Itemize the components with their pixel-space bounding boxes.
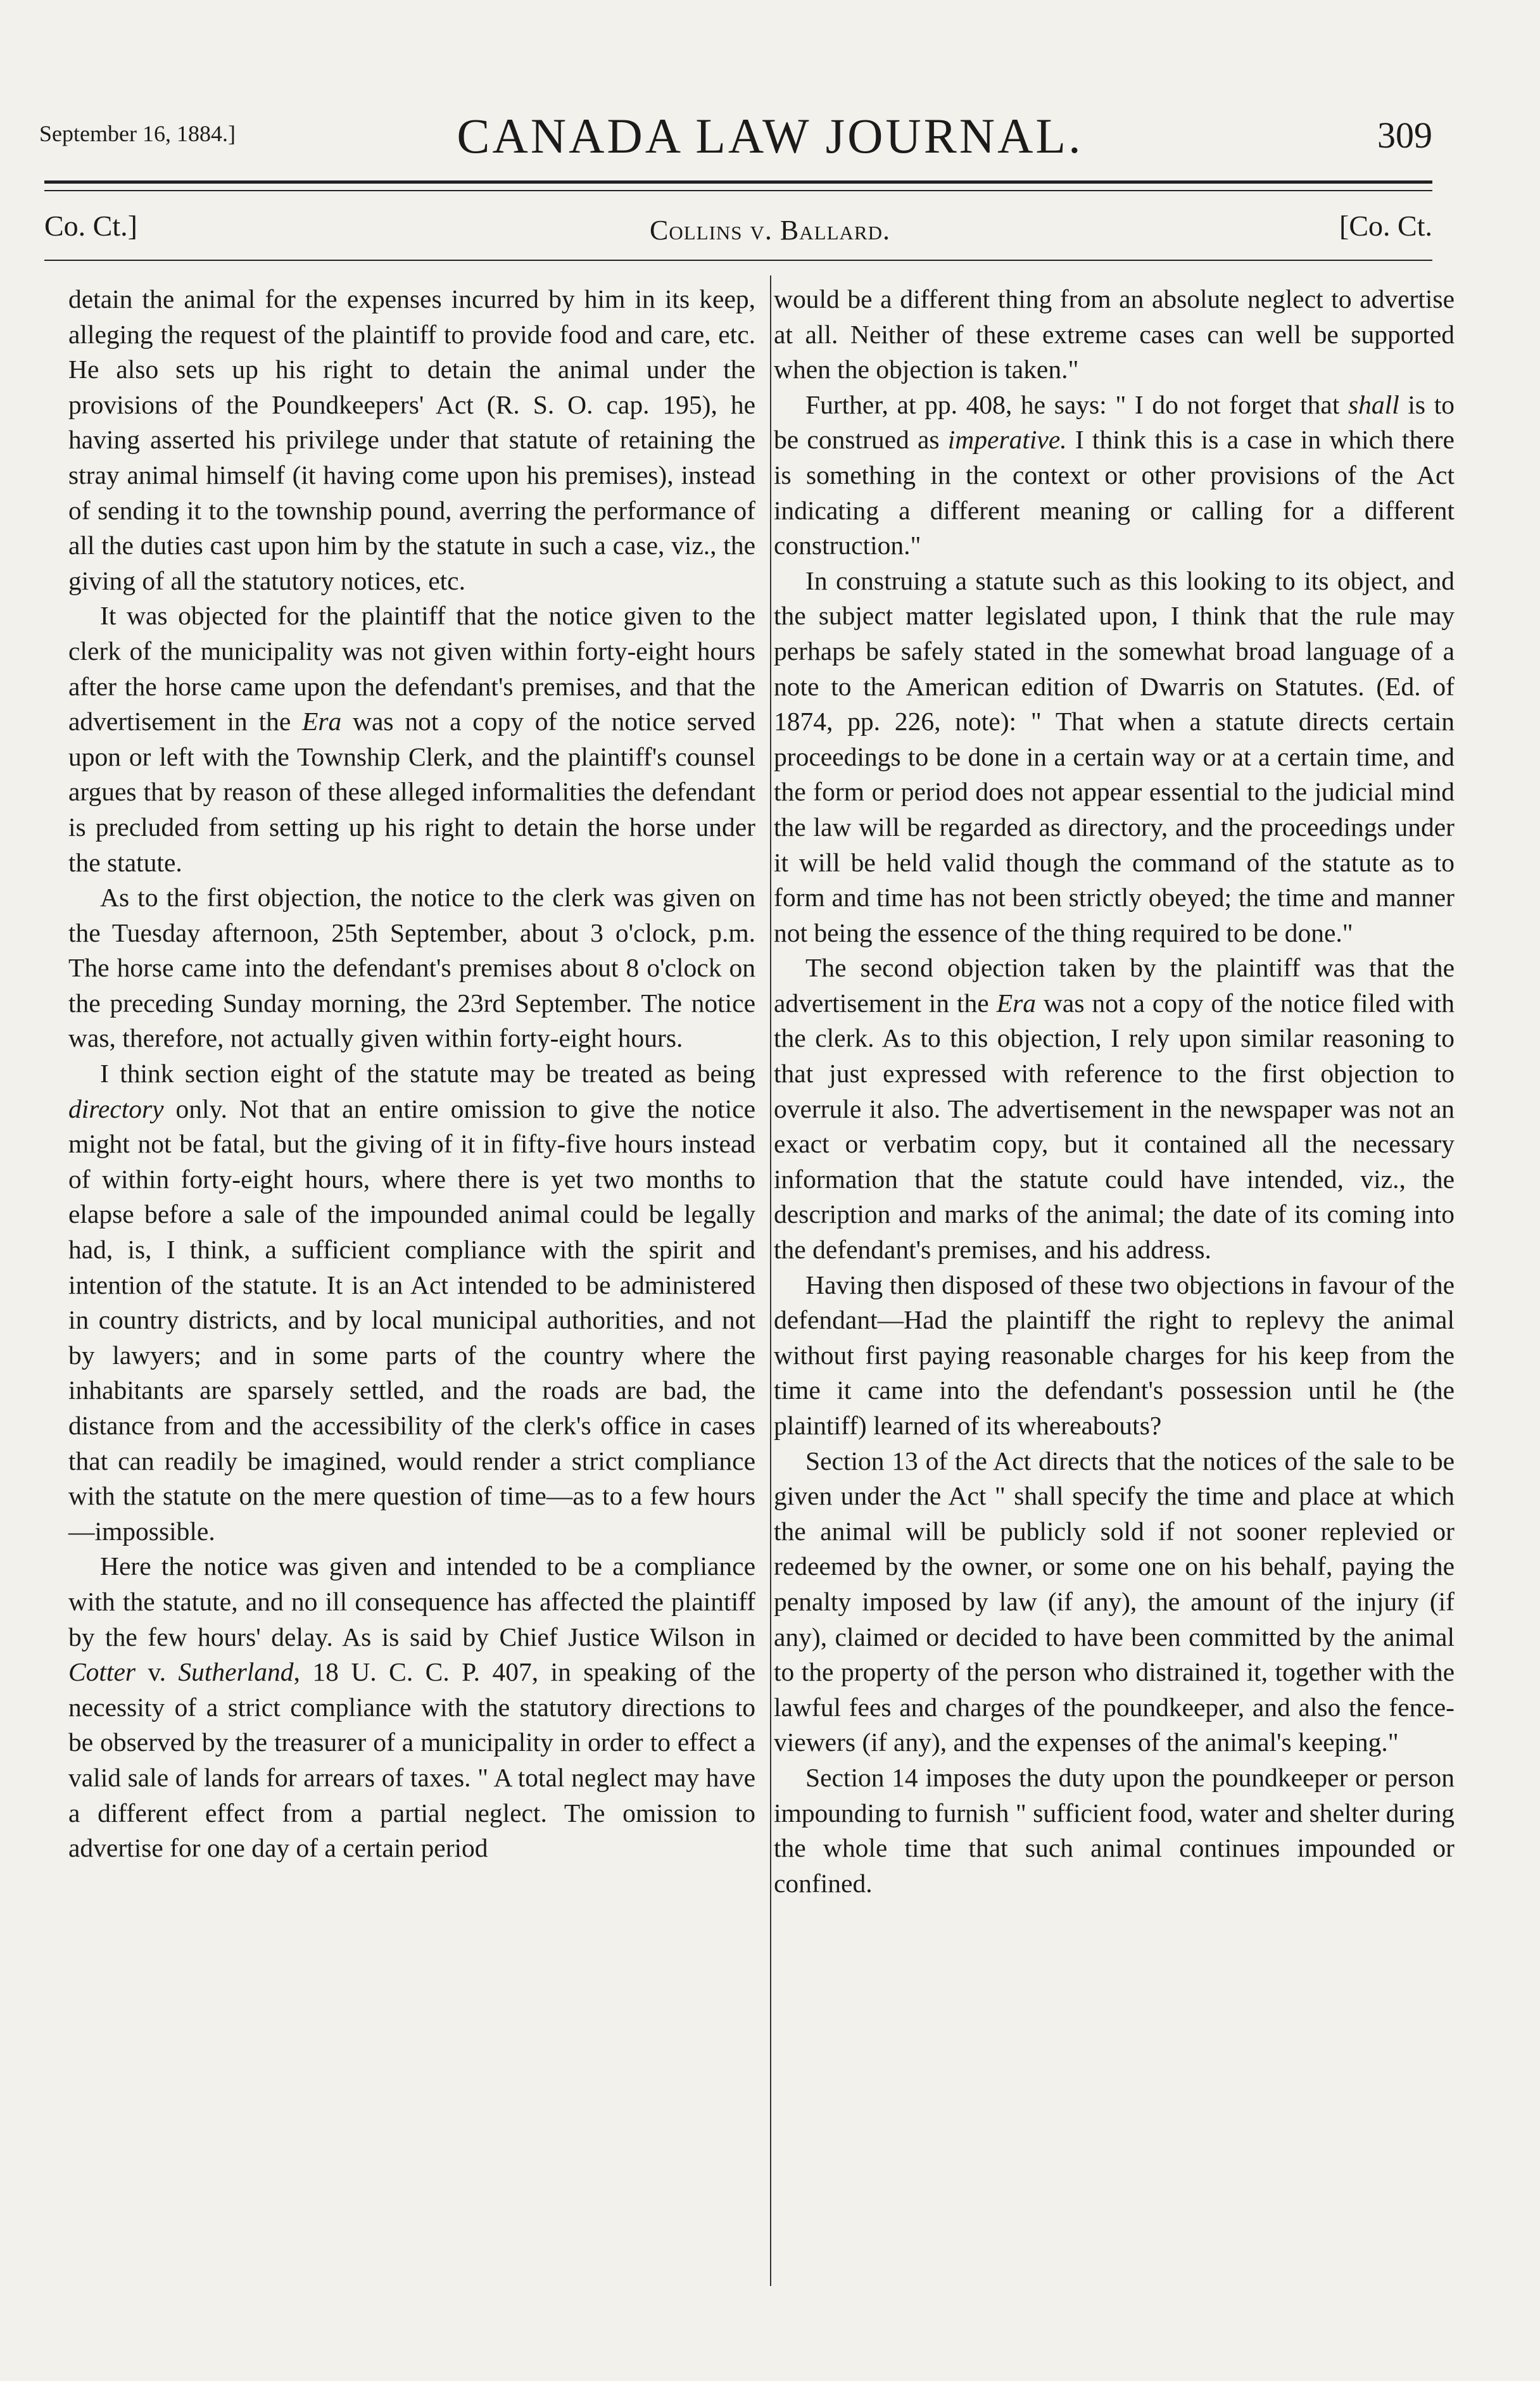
paragraph: Section 14 imposes the duty upon the poundkeeper or person impounding to furnish " sufficient food, water and shelter during the whole time that such animal continues impounded or confined. (774, 1762, 1455, 1898)
header-rule-thin (44, 190, 1432, 191)
case-name: Collins v. Ballard. (649, 215, 890, 246)
paragraph: It was objected for the plaintiff that the notice given to the clerk of the municipality was not given within forty-eight hours after the horse came upon the defendant's premises, and that the advertisement in the Era was not a copy of the notice served upon or left with the Township Clerk, and the plaintiff's counsel argues that by reason of these alleged informalities the defendant is precluded from setting up his right to detain the horse under the statute. (68, 601, 755, 877)
paragraph: As to the first objection, the notice to the clerk was given on the Tuesday afternoon, 25th September, about 3 o'clock, p.m. The horse came into the defendant's premises about 8 o'clock on the preceding Sunday morning, the 23rd September. The notice was, therefore, not actually given within forty-eight hours. (68, 883, 755, 1053)
paragraph: would be a different thing from an absolute neglect to advertise at all. Neither of these extreme cases can well be supported when the objection is taken." (774, 284, 1455, 384)
paragraph: Further, at pp. 408, he says: " I do not forget that shall is to be construed as imperative. I think this is a case in which there is something in the context or other provisions of the Act indicating a different meaning or calling for a different construction." (774, 389, 1455, 560)
paragraph: In construing a statute such as this looking to its object, and the subject matter legislated upon, I think that the rule may perhaps be safely stated in the somewhat broad language of a note to the American edition of Dwarris on Statutes. (Ed. of 1874, pp. 226, note): " That when a statute directs certain proceedings to be done in a certain way or at a certain time, and the form or period does not appear essential to the judicial mind the law will be regarded as directory, and the proceedings under it will be held valid though the command of the statute as to form and time has not been strictly obeyed; the time and manner not being the essence of the thing required to be done." (774, 565, 1455, 947)
column-divider (770, 275, 771, 2286)
subheader-rule (44, 260, 1432, 261)
journal-title: CANADA LAW JOURNAL. (457, 108, 1083, 163)
issue-date: September 16, 1884.] (39, 121, 236, 146)
court-label-left: Co. Ct.] (44, 210, 137, 242)
paragraph: The second objection taken by the plaintiff was that the advertisement in the Era was not a copy of the notice filed with the clerk. As to this objection, I rely upon similar reasoning to that just expressed with reference to the first objection to overrule it also. The advertisement in the newspaper was not an exact or verbatim copy, but it contained all the necessary information that the statute could have intended, viz., the description and marks of the animal; the date of its coming into the defendant's premises, and his address. (774, 953, 1455, 1265)
paragraph: Section 13 of the Act directs that the notices of the sale to be given under the Act " shall specify the time and place at which the animal will be publicly sold if not sooner replevied or redeemed by the owner, or some one on his behalf, paying the penalty imposed by law (if any), the amount of the injury (if any), claimed or decided to have been committed by the animal to the property of the person who distrained it, together with the lawful fees and charges of the poundkeeper, and also the fence-viewers (if any), and the expenses of the animal's keeping." (774, 1446, 1455, 1757)
left-column (68, 282, 755, 1866)
paragraph: Here the notice was given and intended to be a compliance with the statute, and no ill consequence has affected the plaintiff by the few hours' delay. As is said by Chief Justice Wilson in Cotter v. Sutherland, 18 U. C. C. P. 407, in speaking of the necessity of a strict compliance with the statutory directions to be observed by the treasurer of a municipality in order to effect a valid sale of lands for arrears of taxes. " A total neglect may have a different effect from a partial neglect. The omission to advertise for one day of a certain period (68, 1551, 755, 1863)
paragraph: Having then disposed of these two objections in favour of the defendant—Had the plaintiff the right to replevy the animal without first paying reasonable charges for his keep from the time it came into the defendant's possession until he (the plaintiff) learned of its whereabouts? (774, 1270, 1455, 1440)
page-number: 309 (1377, 115, 1432, 156)
paragraph: I think section eight of the statute may be treated as being directory only. Not that an entire omission to give the notice might not be fatal, but the giving of it in fifty-five hours instead of within forty-eight hours, where there is yet two months to elapse before a sale of the impounded animal could be legally had, is, I think, a sufficient compliance with the spirit and intention of the statute. It is an Act intended to be administered in country districts, and by local municipal authorities, and not by lawyers; and in some parts of the country where the inhabitants are sparsely settled, and the roads are bad, the distance from and the accessibility of the clerk's office in cases that can readily be imagined, would render a strict compliance with the statute on the mere question of time—as to a few hours—impossible. (68, 1059, 755, 1546)
paragraph: detain the animal for the expenses incurred by him in its keep, alleging the request of the plaintiff to provide food and care, etc. He also sets up his right to detain the animal under the provisions of the Poundkeepers' Act (R. S. O. cap. 195), he having asserted his privilege under that statute of retaining the stray animal himself (it having come upon his premises), instead of sending it to the township pound, averring the performance of all the duties cast upon him by the statute in such a case, viz., the giving of all the statutory notices, etc. (68, 284, 755, 595)
court-label-right: [Co. Ct. (1339, 210, 1432, 242)
right-column (774, 282, 1455, 1901)
header-rule-thick (44, 180, 1432, 184)
